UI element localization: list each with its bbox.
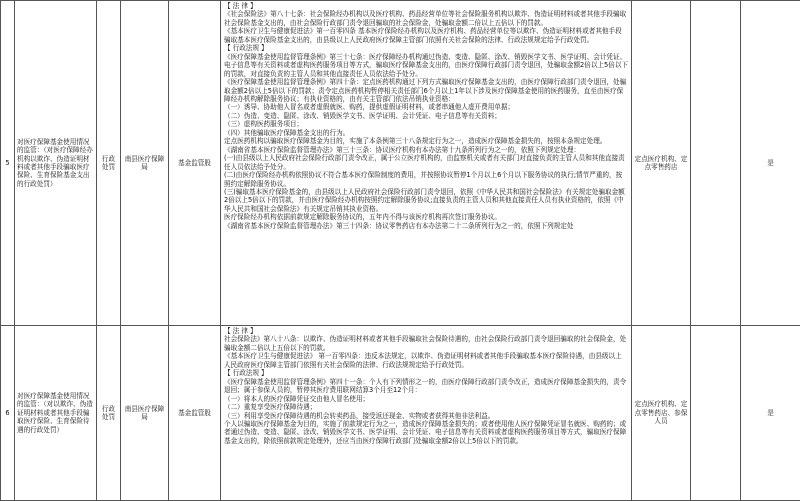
target-object-cell: 定点医疗机构、定点零售药店 xyxy=(632,1,691,326)
row-number: 5 xyxy=(1,1,15,326)
empty-cell xyxy=(691,326,741,501)
empty-cell xyxy=(691,1,741,326)
law-paragraph: 社会保险法》第八十八条：以欺诈、伪造证明材料或者其他手段骗取社会保险待遇的，由社会保险行政部门责令退回骗取的社会保险金，处骗取金额二倍以上五倍以下的罚款。 xyxy=(224,335,628,352)
unit-cell: 基金监管股 xyxy=(169,1,221,326)
law-paragraph: （一）诱导、协助他人冒名或者虚假就医、购药，提供虚假证明材料，或者串通他人虚开费用单据； xyxy=(224,103,628,111)
law-paragraph: 医疗保险经办机构依据前款规定解除服务协议的，五年内不得与该医疗机构再次签订服务协议。 xyxy=(224,213,628,221)
category-cell: 行政处罚 xyxy=(97,1,121,326)
law-paragraph: （四）其他骗取医疗保障基金支出的行为。 xyxy=(224,129,628,137)
unit-cell: 基金监管股 xyxy=(169,326,221,501)
item-name-cell: 对医疗保障基金使用情况的监管：（对医疗保障经办机构以欺诈、伪造证明材料或者其他手段骗取医疗保险、生育保险基金支出的行政处罚） xyxy=(15,1,97,326)
law-paragraph: （二）重复享受医疗保障待遇； xyxy=(224,403,628,411)
law-paragraph: (三)骗取基本医疗保险基金的，由县级以上人民政府社会保险行政部门责令退回，依照《中华人民共和国社会保险法》有关规定处骗取金额2倍以上5倍以下的罚款，并由医疗保险经办机构按照约定解除服务协议;直接负责的主管人员和其他直接责任人员有执业资格的，依照《中华人民共和国社会保险法》有关规定吊销其执业资格。 xyxy=(224,188,628,213)
row-number: 6 xyxy=(1,326,15,501)
target-object-cell: 定点医疗机构、定点零售药店、参保人员 xyxy=(632,326,691,501)
category-cell: 行政处罚 xyxy=(97,326,121,501)
section-heading: 【 法 律 】 xyxy=(224,2,628,10)
legal-basis-cell xyxy=(221,326,632,501)
flag-cell: 是 xyxy=(741,1,800,326)
flag-cell: 是 xyxy=(741,326,800,501)
section-heading: 【 法 律 】 xyxy=(224,327,628,335)
law-paragraph: 定点医药机构以骗取医疗保障基金为目的，实施了本条例第三十八条规定行为之一，造成医疗保障基金损失的，按照本条规定处理。 xyxy=(224,137,628,145)
law-paragraph: （一）将本人的医疗保障凭证交由他人冒名使用； xyxy=(224,395,628,403)
law-paragraph: 《湖南省基本医疗保险监督管理办法》第三十四条：协议零售药店有本办法第二十二条所列行为之一的，依照下列规定处 xyxy=(224,222,628,230)
law-paragraph: 《基本医疗卫生与健康促进法》第一百零四条 基本医疗保险经办机构以及医疗机构、药品经营单位等以欺诈、伪造证明材料或者其他手段骗取基本医疗保险基金支出的，由县级以上人民政府医疗保障主管部门依照有关社会保险的法律、行政法规规定给予行政处罚。 xyxy=(224,27,628,44)
department-cell: 南县医疗保障局 xyxy=(121,326,169,501)
section-heading: 【 行政法规 】 xyxy=(224,44,628,52)
law-paragraph: 《医疗保障基金使用监督管理条例》第三十七条：医疗保障经办机构通过伪造、变造、隐匿、涂改、销毁医学文书、医学证明、会计凭证、电子信息等有关资料或者虚构医药服务项目等方式，骗取医疗保障基金支出的，由医疗保障行政部门责令退回，处骗取金额2倍以上5倍以下的罚款，对直接负责的主管人员和其他直接责任人员依法给予处分。 xyxy=(224,53,628,78)
law-paragraph: （三）利用享受医疗保障待遇的机会转卖药品，接受返还现金、实物或者获得其他非法利益。 xyxy=(224,412,628,420)
law-paragraph: (二)由医疗保险经办机构依照协议不符合基本医疗保险制度的费用，并按照协议暂停1个月以上6个月以下服务协议的执行;情节严重的，按照约定解除服务协议。 xyxy=(224,171,628,188)
law-paragraph: （三）虚构医药服务项目； xyxy=(224,120,628,128)
department-cell: 南县医疗保障局 xyxy=(121,1,169,326)
section-heading: 【 行政法规 】 xyxy=(224,369,628,377)
law-paragraph: 《医疗保障基金使用监督管理条例》第四十一条：个人有下列情形之一的，由医疗保障行政部门责令改正，造成医疗保障基金损失的，责令退回；属于参保人员的，暂停其医疗费用联网结算3个月至12个月： xyxy=(224,378,628,395)
table-row xyxy=(1,326,800,501)
law-paragraph: 《湖南省基本医疗保险监督管理办法》第三十三条：协议医疗机构有本办法第十九条所列行为之一的，依照下列规定处理： xyxy=(224,146,628,154)
legal-basis-cell xyxy=(221,1,632,326)
table-row xyxy=(1,1,800,326)
law-paragraph: 个人以骗取医疗保障基金为目的，实施了前款规定行为之一，造成医疗保障基金损失的；或者使用他人医疗保障凭证冒名就医、购药的；或者通过伪造、变造、隐匿、涂改、销毁医学文书、医学证明、会计凭证、电子信息等有关资料或者虚构医药服务项目等方式，骗取医疗保障基金支出的，除依照前款规定处理外，还应当由医疗保障行政部门处骗取金额2倍以上5倍以下的罚款。 xyxy=(224,420,628,445)
law-paragraph: 《基本医疗卫生与健康促进法》 第一百零四条：违反本法规定，以欺诈、伪造证明材料或者其他手段骗取基本医疗保险待遇，由县级以上人民政府医疗保障主管部门依照有关社会保险的法律、行政法规规定给予行政处罚。 xyxy=(224,352,628,369)
item-name-cell: 对医疗保障基金使用情况的监管：（对以欺诈、伪造证明材料或者其他手段骗取医疗保险、生育保险待遇的行政处罚） xyxy=(15,326,97,501)
law-paragraph: 《社会保险法》第八十七条：社会保险经办机构以及医疗机构、药品经营单位等社会保险服务机构以欺诈、伪造证明材料或者其他手段骗取社会保险基金支出的，由社会保险行政部门责令退回骗取的社会保险金，处骗取金额二倍以上五倍以下的罚款。 xyxy=(224,10,628,27)
law-paragraph: （二）伪造、变造、隐匿、涂改、销毁医学文书、医学证明、会计凭证、电子信息等有关资料； xyxy=(224,112,628,120)
law-paragraph: (一)由县级以上人民政府社会保险行政部门责令改正，属于公立医疗机构的，由监察机关或者有关部门对直接负责的主管人员和其他直接责任人员依法给予处分。 xyxy=(224,154,628,171)
law-paragraph: 《医疗保障基金使用监督管理条例》第四十条：定点医药机构通过下列方式骗取医疗保障基金支出的，由医疗保障行政部门责令退回，处骗取金额2倍以上5倍以下的罚款；责令定点医药机构暂停相关责任部门6个月以上1年以下涉及医疗保障基金使用的医药服务，直至由医疗保障经办机构解除服务协议；有执业资格的，由有关主管部门依法吊销执业资格： xyxy=(224,78,628,103)
